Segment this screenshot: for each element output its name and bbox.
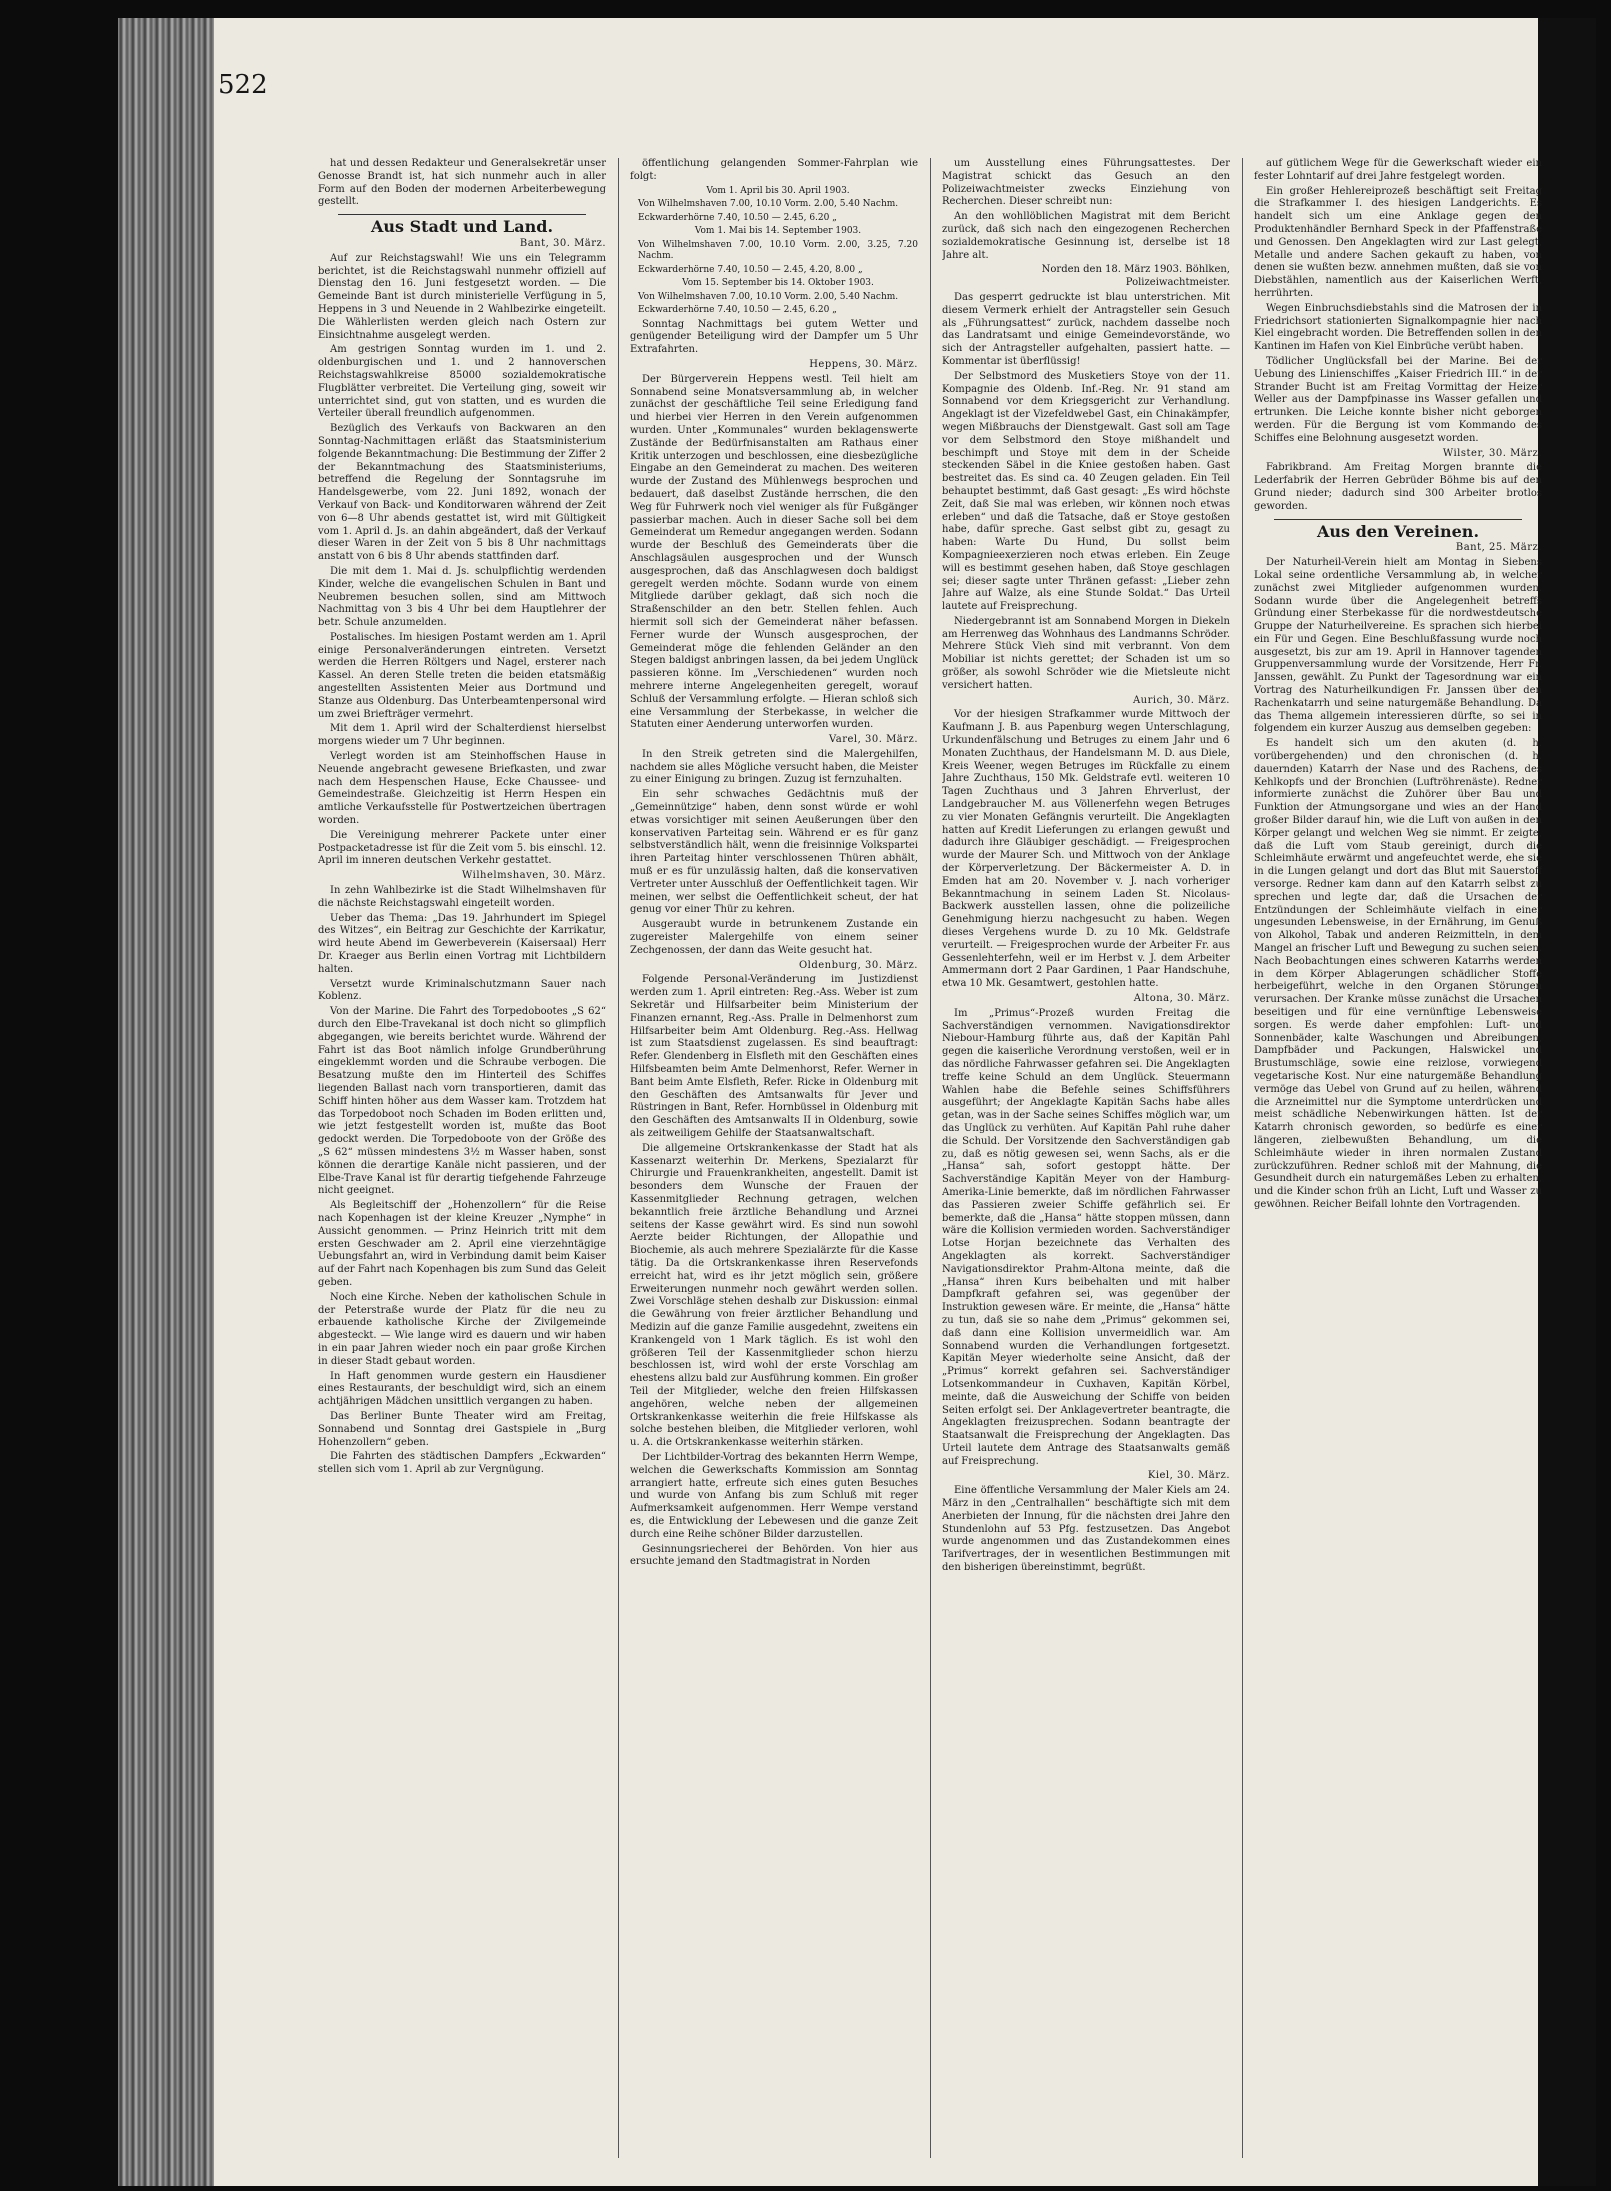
paragraph: Ein sehr schwaches Gedächtnis muß der „Gemeinnützige“ haben, denn sonst würde er wohl etwas vorsichtiger mit seinen Aeußerungen über den konservativen Parteitag sein. Während er es für ganz selbstverständlich hält, wenn die freisinnige Volkspartei ihren Parteitag hinter verschlossenen Thüren abhält, muß er es für unzulässig halten, daß die konservativen Vertreter unter Ausschluß der Oeffentlichkeit tagen. Wir meinen, wer selbst die Oeffentlichkeit scheut, der hat genug vor einer Thür zu kehren. — [630, 789, 918, 916]
section-heading: Aus den Vereinen. — [1316, 521, 1480, 541]
paragraph: Von der Marine. Die Fahrt des Torpedobootes „S 62“ durch den Elbe-Travekanal ist doch nicht so glimpflich abgegangen, wie bereits berichtet wurde. Während der Fahrt ist das Boot nämlich infolge Grundberührung eingeklemmt worden und die Schraube verbogen. Die Besatzung mußte den im Hinterteil des Schiffes liegenden Ballast nach vorn transportieren, damit das Schiff hinten höher aus dem Wasser kam. Trotzdem hat das Torpedoboot noch Schaden im Boden erlitten und, wie jetzt festgestellt worden ist, mußte das Boot gedockt werden. Die Torpedoboote von der Größe des „S 62“ müssen mindestens 3½ m Wasser haben, sonst können die derartige Kanäle nicht passieren, und der Elbe-Trave Kanal ist für derartig tiefgehende Fahrzeuge nicht geeignet. — [318, 1006, 606, 1197]
paragraph: Auf zur Reichstagswahl! Wie uns ein Telegramm berichtet, ist die Reichstagswahl nunmehr offiziell auf Dienstag den 16. Juni festgesetzt worden. — Die Gemeinde Bant ist durch ministerielle Verfügung in 5, Heppens in 3 und Neuende in 2 Wahlbezirke eingeteilt. Die Wählerlisten werden gleich nach Ostern zur Einsichtnahme ausgelegt werden. — [318, 252, 606, 341]
paragraph: Der Naturheil-Verein hielt am Montag in Siebens Lokal seine ordentliche Versammlung ab, in welcher zunächst zwei Mitglieder aufgenommen wurden. Sodann wurde über die Angelegenheit betreffs Gründung einer Sterbekasse für die nordwestdeutsche Gruppe der Naturheilvereine. Es sprachen sich hierbei ein Für und Gegen. Eine Beschlußfassung wurde noch ausgesetzt, bis zur am 19. April in Hannover tagenden Gruppenversammlung wurde der Vorsitzende, Herr Fr. Janssen, gewählt. Zu Punkt der Tagesordnung war ein Vortrag des Naturheilkundigen Fr. Janssen über den Rachenkatarrh und seine naturgemäße Behandlung. Da das Thema allgemein interessieren dürfte, so sei in folgendem ein kurzer Auszug aus demselben gegeben: — [1254, 557, 1542, 735]
dateline: Wilhelmshaven, 30. März. — [462, 870, 606, 882]
column-divider — [618, 158, 619, 2158]
paragraph: In zehn Wahlbezirke ist die Stadt Wilhelmshaven für die nächste Reichstagswahl eingeteilt worden. — [318, 885, 606, 909]
paragraph: Als Begleitschiff der „Hohenzollern“ für die Reise nach Kopenhagen ist der kleine Kreuzer „Nymphe“ in Aussicht genommen. — Prinz Heinrich tritt mit dem ersten Geschwader am 2. April eine vierzehntägige Uebungsfahrt an, wird in Verbindung damit beim Kaiser auf der Fahrt nach Kopenhagen bis zum Sund das Geleit geben. — [318, 1200, 606, 1288]
column-1 — [318, 158, 606, 2158]
dateline: Heppens, 30. März. — [809, 358, 918, 370]
paragraph: Wegen Einbruchsdiebstahls sind die Matrosen der in Friedrichsort stationierten Signalkompagnie hier nach Kiel eingebracht worden. Die Betreffenden sollen in den Kantinen im Hafen von Kiel Einbrüche verübt haben. — [1254, 302, 1542, 353]
column-4 — [1254, 158, 1542, 2158]
paragraph: öffentlichung gelangenden Sommer-Fahrplan wie folgt: — [630, 158, 918, 182]
paragraph: Die Fahrten des städtischen Dampfers „Eckwarden“ stellen sich vom 1. April ab zur Vergnügung. — [318, 1451, 606, 1476]
paragraph: Niedergebrannt ist am Sonnabend Morgen in Diekeln am Herrenweg das Wohnhaus des Landmanns Schröder. Mehrere Stück Vieh sind mit verbrannt. Von dem Mobiliar ist nichts gerettet; der Schaden ist um so größer, als sowohl Schröder wie die Mietsleute nicht versichert hatten. — [942, 615, 1230, 691]
dateline: Bant, 30. März. — [519, 237, 606, 249]
paragraph: Bezüglich des Verkaufs von Backwaren an den Sonntag-Nachmittagen erläßt das Staatsministerium folgende Bekanntmachung: Die Bestimmung der Ziffer 2 der Bekanntmachung des Staatsministeriums, betreffend die Regelung der Sonntagsruhe im Handelsgewerbe, vom 22. Juni 1892, wonach der Verkauf von Back- und Konditorwaren während der Zeit von 6—8 Uhr abends gestattet ist, wird mit Gültigkeit vom 1. April d. Js. an dahin abgeändert, daß der Verkauf dieser Waren in der Zeit von 5 bis 8 Uhr nachmittags anstatt von 6 bis 8 Uhr abends stattfinden darf. — [318, 423, 606, 563]
column-3 — [942, 158, 1230, 2158]
text-columns — [318, 158, 1546, 2158]
paragraph: Es handelt sich um den akuten (d. h. vorübergehenden) und den chronischen (d. h. dauernden) Katarrh der Nase und des Rachens, des Kehlkopfs und der Bronchien (Luftröhrenäste). Redner informierte zunächst die Zuhörer über Bau und Funktion der Atmungsorgane und wies an der Hand großer Bilder darauf hin, wie die Luft von außen in den Körper gelangt und welchen Weg sie nimmt. Er zeigte, daß die Luft vom Staub gereinigt, durch die Schleimhäute erwärmt und angefeuchtet werde, ehe sie in die Lungen gelangt und dort das Blut mit Sauerstoff versorge. Redner kam dann auf den Katarrh selbst zu sprechen und legte dar, daß die Ursachen der Entzündungen der Schleimhäute vielfach in einer ungesunden Lebensweise, in der Ernährung, im Genuß von Alkohol, Tabak und anderen Reizmitteln, in dem Mangel an frischer Luft und Bewegung zu suchen seien. Nach Beobachtungen eines schweren Katarrhs werden in dem Körper Ablagerungen schädlicher Stoffe herbeigeführt, welche in den Organen Störungen verursachen. Der Kranke müsse zunächst die Ursachen beseitigen und für eine vernünftige Lebensweise sorgen. Es werde daher empfohlen: Luft- und Sonnenbäder, kalte Waschungen und Abreibungen, Dampfbäder und Packungen, Halswickel und Brustumschläge, sowie eine reizlose, vorwiegend vegetarische Kost. Nur eine naturgemäße Behandlung vermöge das Uebel von Grund auf zu heilen, während die Arzneimittel nur die Symptome unterdrücken und meist schädliche Nebenwirkungen hätten. Ist der Katarrh chronisch geworden, so bedürfe es einer längeren, zielbewußten Behandlung, um die Schleimhäute wieder in ihren normalen Zustand zurückzuführen. Redner schloß mit der Mahnung, die Gesundheit durch ein naturgemäßes Leben zu erhalten, und die Kinder schon früh an Licht, Luft und Wasser zu gewöhnen. Reicher Beifall lohnte den Vortragenden. — [1254, 738, 1542, 1210]
paragraph: Die allgemeine Ortskrankenkasse der Stadt hat als Kassenarzt weiterhin Dr. Merkens, Spezialarzt für Chirurgie und Frauenkrankheiten, angestellt. Damit ist besonders dem Wunsche der Frauen der Kassenmitglieder Rechnung getragen, welchen bekanntlich freie ärztliche Behandlung und Arznei seitens der Kasse gewährt wird. Es sind nun sowohl Aerzte beider Richtungen, der Allopathie und Biochemie, als auch mehrere Spezialärzte für die Kasse tätig. Da die Ortskrankenkasse ihren Reservefonds erreicht hat, wird es ihr jetzt möglich sein, größere Erweiterungen nunmehr noch gewährt werden sollen. Zwei Vorschläge stehen deshalb zur Diskussion: einmal die Gewährung von freier ärztlicher Behandlung und Medizin auf die ganze Familie ausgedehnt, zweitens ein Krankengeld von 1 Mark täglich. Es ist wohl den größeren Teil der Kassenmitglieder schon hierzu beschlossen ist, wird wohl der erste Vorschlag am ehestens allzu bald zur Ausführung kommen. Ein großer Teil der Mitglieder, welche den freien Hilfskassen angehören, welche neben der allgemeinen Ortskrankenkasse weiterhin die freie Hilfskasse als solche bestehen bleiben, die Mitglieder verloren, wohl u. A. die Ortskrankenkasse weiterhin stärken. — [630, 1142, 918, 1449]
section-heading: Aus Stadt und Land. — [370, 217, 554, 237]
schedule-line: Von Wilhelmshaven 7.00, 10.10 Vorm. 2.00, 5.40 Nachm. — [638, 199, 899, 210]
paragraph: Die Vereinigung mehrerer Packete unter einer Postpacketadresse ist für die Zeit vom 5. bis einschl. 12. April im inneren deutschen Verkehr gestattet. — [318, 829, 606, 867]
paragraph: Ueber das Thema: „Das 19. Jahrhundert im Spiegel des Witzes“, ein Beitrag zur Geschichte der Karrikatur, wird heute Abend im Gewerbeverein (Kaisersaal) Herr Dr. Kraeger aus Berlin einen Vortrag mit Lichtbildern halten. — [318, 912, 606, 975]
paragraph: In den Streik getreten sind die Malergehilfen, nachdem sie alles Mögliche versucht haben, die Meister zu einer Einigung zu bringen. Zuzug ist fernzuhalten. — [630, 748, 918, 786]
paragraph: Eine öffentliche Versammlung der Maler Kiels am 24. März in den „Centralhallen“ beschäftigte sich mit dem Anerbieten der Innung, für die nächsten drei Jahre den Stundenlohn auf 53 Pfg. festzusetzen. Das Angebot wurde angenommen und das Zustandekommen eines Tarifvertrages, der in wesentlichen Bestimmungen mit den bisherigen übereinstimmt, begrüßt. — [942, 1485, 1230, 1574]
dateline: Oldenburg, 30. März. — [798, 959, 918, 971]
paragraph: Der Lichtbilder-Vortrag des bekannten Herrn Wempe, welchen die Gewerkschafts Kommission am Sonntag arrangiert hatte, erfreute sich eines guten Besuches und wurde von Anfang bis zum Schluß mit reger Aufmerksamkeit aufgenommen. Herr Wempe verstand es, die Entwicklung der Lebewesen und die ganze Zeit durch eine Reihe schöner Bilder darzustellen. — [630, 1451, 918, 1540]
column-divider — [930, 158, 931, 2158]
paragraph: In Haft genommen wurde gestern ein Hausdiener eines Restaurants, der beschuldigt wird, sich an einem achtjährigen Mädchen unsittlich vergangen zu haben. — [318, 1370, 606, 1408]
divider — [1274, 519, 1522, 520]
paragraph: Vor der hiesigen Strafkammer wurde Mittwoch der Kaufmann J. B. aus Papenburg wegen Unterschlagung, Urkundenfälschung und Betruges zu einem Jahr und 6 Monaten Zuchthaus, der Handelsmann M. D. aus Diele, Kreis Weener, wegen Betruges im Rückfalle zu einem Jahre Zuchthaus, 150 Mk. Geldstrafe evtl. weiteren 10 Tagen Zuchthaus und 3 Jahren Ehrverlust, der Landgebraucher M. aus Völlenerfehn wegen Betruges zu vier Monaten Gefängnis verurteilt. Die Angeklagten hatten auf Kredit Lieferungen zu erlangen gewußt und dadurch ihre Gläubiger geschädigt. — Freigesprochen wurde der Maurer Sch. und Mittwoch von der Anklage der Körperverletzung. Der Bäckermeister A. D. in Emden hat am 20. November v. J. nach vorheriger Bekanntmachung in seinem Laden St. Nicolaus-Backwerk ausstellen lassen, ohne die polizeiliche Genehmigung hierzu nachgesucht zu haben. Wegen dieses Vergehens wurde D. zu 10 Mk. Geldstrafe verurteilt. — Freigesprochen wurde der Arbeiter Fr. aus Gessenlehterfehn, weil er im Herbst v. J. dem Arbeiter Ammermann dort 2 Paar Gardinen, 1 Paar Handschuhe, etwa 10 Mk. Gesamtwert, gestohlen hatte. — [942, 709, 1230, 990]
paragraph: um Ausstellung eines Führungsattestes. Der Magistrat schickt das Gesuch an den Polizeiwachtmeister zwecks Einziehung von Recherchen. Dieser schreibt nun: — [942, 158, 1230, 208]
dateline: Kiel, 30. März. — [1147, 1470, 1230, 1482]
dateline: Varel, 30. März. — [828, 734, 918, 746]
column-2 — [630, 158, 918, 2158]
dateline: Aurich, 30. März. — [1132, 694, 1230, 706]
paragraph: Ein großer Hehlereiprozeß beschäftigt seit Freitag die Strafkammer I. des hiesigen Landgerichts. Es handelt sich um eine Anklage gegen den Produktenhändler Bernhard Speck in der Pfaffenstraße und Genossen. Den Angeklagten wird zur Last gelegt, Metalle und andere Sachen gekauft zu haben, von denen sie wußten bezw. annehmen mußten, daß sie von Diebstählen, namentlich aus der Kaiserlichen Werft, herrührten. — [1254, 185, 1542, 299]
schedule-line: Eckwarderhörne 7.40, 10.50 — 2.45, 6.20 „ — [638, 305, 837, 316]
page-number: 522 — [218, 70, 268, 100]
paragraph: An den wohllöblichen Magistrat mit dem Bericht zurück, daß sich nach den eingezogenen Recherchen sozialdemokratische Gesinnung ist, derselbe ist 18 Jahre alt. — [942, 211, 1230, 261]
paragraph: Der Bürgerverein Heppens westl. Teil hielt am Sonnabend seine Monatsversammlung ab, in welcher zunächst der geschäftliche Teil seine Erledigung fand und hierbei vier Herren in den Verein aufgenommen wurden. Unter „Kommunales“ wurden beklagenswerte Zustände der Bedürfnisanstalten am Rathaus einer Kritik unterzogen und beschlossen, eine diesbezügliche Eingabe an den Gemeinderat zu machen. Des weiteren wurde der Zustand des Mühlenwegs besprochen und bedauert, daß daselbst Zustände herrschen, die den Weg für Fuhrwerk noch viel weniger als für Fußgänger passierbar machen. Auch in dieser Sache soll bei dem Gemeinderat um Remedur angegangen werden. Sodann wurde der Beschluß des Gemeinderats über die Anschlagsäulen ausgesprochen und der Wunsch ausgesprochen, daß das Anschlagwesen doch baldigst geregelt werden möchte. Sodann wurde von einem Mitgliede darüber geklagt, daß sich noch die Straßenschilder an den betr. Stellen fehlen. Auch hiermit soll sich der Gemeinderat näher befassen. Ferner wurde der Wunsch ausgesprochen, der Gemeinderat möge die fehlenden Geländer an den Stegen baldigst anbringen lassen, da bei jedem Unglück passieren könne. Im „Verschiedenen“ wurden noch mehrere interne Angelegenheiten geregelt, worauf Schluß der Versammlung erfolgte. — Hieran schloß sich eine Versammlung der Sterbekasse, in welcher die Statuten einer Aenderung unterworfen wurden. — [630, 373, 918, 731]
paragraph: Die mit dem 1. Mai d. Js. schulpflichtig werdenden Kinder, welche die evangelischen Schulen in Bant und Neubremen besuchen sollen, sind am Mittwoch Nachmittag von 3 bis 4 Uhr bei dem Hauptlehrer der betr. Schule anzumelden. — [318, 565, 606, 629]
paragraph: Fabrikbrand. Am Freitag Morgen brannte die Lederfabrik der Herren Gebrüder Böhme bis auf den Grund nieder; dadurch sind 300 Arbeiter brotlos geworden. — [1254, 462, 1542, 512]
schedule-line: Vom 1. April bis 30. April 1903. — [706, 185, 850, 196]
schedule-line: Eckwarderhörne 7.40, 10.50 — 2.45, 6.20 „ — [638, 212, 837, 223]
paragraph: Noch eine Kirche. Neben der katholischen Schule in der Peterstraße wurde der Platz für die neu zu erbauende katholische Kirche der Zivilgemeinde abgesteckt. — Wie lange wird es dauern und wir haben in ein paar Jahren wieder noch ein paar große Kirchen in dieser Stadt gebaut worden. — [318, 1291, 606, 1367]
book-spine — [118, 18, 214, 2186]
schedule-line: Vom 1. Mai bis 14. September 1903. — [694, 226, 862, 237]
paragraph: Postalisches. Im hiesigen Postamt werden am 1. April einige Personalveränderungen eintreten. Versetzt werden die Herren Röltgers und Nagel, ersterer nach Kassel. An deren Stelle treten die beiden etatsmäßig angestellten Assistenten Meier aus Dortmund und Stanze aus Oldenburg. Das Unterbeamtenpersonal wird um zwei Briefträger vermehrt. — [318, 631, 606, 720]
divider — [338, 214, 586, 215]
paragraph: Das gesperrt gedruckte ist blau unterstrichen. Mit diesem Vermerk erhielt der Antragsteller sein Gesuch als „Führungsattest“ zurück, nachdem dasselbe noch das Landratsamt und einige Gemeindevorstände, wo sich der Antragsteller aufgehalten, passiert hatte. — Kommentar ist überflüssig! — [942, 291, 1230, 367]
dateline: Altona, 30. März. — [1133, 993, 1230, 1004]
paragraph: Verlegt worden ist am Steinhoffschen Hause in Neuende angebracht gewesene Briefkasten, und zwar nach dem Hespenschen Hause, Ecke Chaussee- und Gemeindestraße. Gleichzeitig ist Herrn Hespen ein amtliche Verkaufsstelle für Postwertzeichen übertragen worden. — [318, 751, 606, 827]
newspaper-page — [118, 18, 1596, 2186]
schedule-line: Von Wilhelmshaven 7.00, 10.10 Vorm. 2.00, 5.40 Nachm. — [638, 291, 899, 302]
schedule-line: Eckwarderhörne 7.40, 10.50 — 2.45, 4.20, 8.00 „ — [638, 264, 863, 275]
paragraph: auf gütlichem Wege für die Gewerkschaft wieder ein fester Lohntarif auf drei Jahre festgelegt worden. — [1254, 158, 1542, 182]
dateline: Wilster, 30. März. — [1442, 447, 1542, 459]
paragraph: Ausgeraubt wurde in betrunkenem Zustande ein zugereister Malergehilfe von einem seiner Zechgenossen, der dann das Weite gesucht hat. — [630, 919, 918, 956]
paragraph: Im „Primus“-Prozeß wurden Freitag die Sachverständigen vernommen. Navigationsdirektor Niebour-Hamburg führte aus, daß der Kapitän Pahl gegen die kaiserliche Verordnung verstoßen, weil er in das nördliche Fahrwasser gefahren sei. Die Angeklagten treffe keine Schuld an dem Unglück. Steuermann Wahlen habe die Befehle seines Schiffsführers ausgeführt; der Angeklagte Kapitän Sachs habe alles getan, was in der Sache seines Schiffes möglich war, um das Unglück zu verhüten. Auf Kapitän Pahl ruhe daher die Schuld. Der Vorsitzende den Sachverständigen gab zu, daß es nötig gewesen sei, wenn Sachs, als er die „Hansa“ sah, sofort gestoppt hätte. Der Sachverständige Kapitän Meyer von der Hamburg-Amerika-Linie bemerkte, daß im nördlichen Fahrwasser das Passieren zweier Schiffe gefährlich sei. Er bemerkte, daß die „Hansa“ hätte stoppen müssen, dann wäre die Kollision vermieden worden. Sachverständiger Lotse Horjan bezeichnete das Verhalten des Angeklagten als korrekt. Sachverständiger Navigationsdirektor Prahm-Altona meinte, daß die „Hansa“ ihren Kurs beibehalten und mit halber Dampfkraft gefahren sei, was gegenüber der Instruktion gewesen wäre. Er meinte, die „Hansa“ hätte zu tun, daß sie so nahe dem „Primus“ gekommen sei, daß dann eine Kollision unvermeidlich war. Am Sonnabend wurden die Verhandlungen fortgesetzt. Kapitän Meyer wiederholte seine Ansicht, daß der „Primus“ korrekt gefahren sei. Sachverständiger Lotsenkommandeur in Cuxhaven, Kapitän Körbel, meinte, daß die Ausweichung der Schiffe von beiden Seiten erfolgt sei. Der Anklagevertreter beantragte, die Angeklagten freizusprechen. Sodann beantragte der Staatsanwalt die Freisprechung der Angeklagten. Das Urteil lautete dem Antrage des Staatsanwalts gemäß auf Freisprechung. — [942, 1007, 1230, 1467]
page-edge-shadow — [1538, 18, 1596, 2186]
dateline: Bant, 25. März. — [1455, 542, 1542, 554]
paragraph: Sonntag Nachmittags bei gutem Wetter und genügender Beteiligung wird der Dampfer um 5 Uhr Extrafahrten. — [630, 318, 918, 356]
paragraph: Tödlicher Unglücksfall bei der Marine. Bei der Uebung des Linienschiffes „Kaiser Friedrich III.“ in der Strander Bucht ist am Freitag Vormittag der Heizer Weller aus der Dampfpinasse ins Wasser gefallen und ertrunken. Die Leiche konnte bisher nicht geborgen werden. Für die Bergung ist vom Kommando des Schiffes eine Belohnung ausgesetzt worden. — [1254, 355, 1542, 444]
schedule-line: Von Wilhelmshaven 7.00, 10.10 Vorm. 2.00, 3.25, 7.20 Nachm. — [638, 239, 918, 262]
schedule-line: Vom 15. September bis 14. Oktober 1903. — [682, 278, 874, 289]
signature-line: Norden den 18. März 1903. Böhlken, Polizeiwachtmeister. — [1041, 264, 1230, 289]
column-divider — [1242, 158, 1243, 2158]
paragraph: Folgende Personal-Veränderung im Justizdienst werden zum 1. April eintreten: Reg.-Ass. Weber ist zum Sekretär und Hilfsarbeiter beim Ministerium der Finanzen ernannt, Reg.-Ass. Pralle in Delmenhorst zum Hilfsarbeiter beim Amt Oldenburg. Reg.-Ass. Hellwag ist zum Staatsdienst zugelassen. Es sind beauftragt: Refer. Glendenberg in Elsfleth mit den Geschäften eines Hilfsbeamten beim Amte Delmenhorst, Refer. Werner in Bant beim Amte Elsfleth, Refer. Ricke in Oldenburg mit den Geschäften des Amtsanwalts für Jever und Rüstringen in Bant, Refer. Hornbüssel in Oldenburg mit den Geschäften des Amtsanwalts II in Oldenburg, sowie als zeitweiligem Gehilfe der Staatsanwaltschaft. — [630, 974, 918, 1139]
paragraph: hat und dessen Redakteur und Generalsekretär unser Genosse Brandt ist, hat sich nunmehr auch in aller Form auf den Boden der modernen Arbeiterbewegung gestellt. — [318, 158, 606, 208]
paragraph: Der Selbstmord des Musketiers Stoye von der 11. Kompagnie des Oldenb. Inf.-Reg. Nr. 91 stand am Sonnabend vor dem Kriegsgericht zur Verhandlung. Angeklagt ist der Vizefeldwebel Gast, ein Chinakämpfer, wegen Mißbrauchs der Dienstgewalt. Gast soll am Tage vor dem Selbstmord den Stoye mißhandelt und beschimpft und Stoye mit dem in der Scheide steckenden Säbel in die Kniee gestoßen haben. Gast bestreitet das. Es sind ca. 40 Zeugen geladen. Ein Teil behauptet bestimmt, daß Gast gesagt: „Es wird höchste Zeit, daß Sie mal was erleben, wir können noch etwas erleben“ und daß die Tatsache, daß er Stoye gestoßen habe, dafür spreche. Gast selbst gibt zu, gesagt zu haben: Warte Du Hund, Du sollst beim Kompagnieexerzieren noch etwas erleben. Ein Zeuge will es bestimmt gesehen haben, daß Stoye geschlagen sei; dieser sagte unter Thränen gefasst: „Lieber zehn Jahre auf Walze, als eine Stunde Soldat.“ Das Urteil lautete auf Freisprechung. — [942, 370, 1230, 613]
paragraph: Das Berliner Bunte Theater wird am Freitag, Sonnabend und Sonntag drei Gastspiele in „Burg Hohenzollern“ geben. — [318, 1410, 606, 1448]
paragraph: Mit dem 1. April wird der Schalterdienst hierselbst morgens wieder um 7 Uhr beginnen. — [318, 723, 606, 748]
paragraph: Gesinnungsriecherei der Behörden. Von hier aus ersuchte jemand den Stadtmagistrat in Norden — [630, 1543, 918, 1568]
paragraph: Am gestrigen Sonntag wurden im 1. und 2. oldenburgischen und 1. und 2 hannoverschen Reichstagswahlkreise 85000 sozialdemokratische Flugblätter verbreitet. Die Verteilung ging, soweit wir unterrichtet sind, gut von statten, und es wurden die Verteiler überall freundlich aufgenommen. — [318, 344, 606, 420]
paragraph: Versetzt wurde Kriminalschutzmann Sauer nach Koblenz. — [318, 978, 606, 1003]
